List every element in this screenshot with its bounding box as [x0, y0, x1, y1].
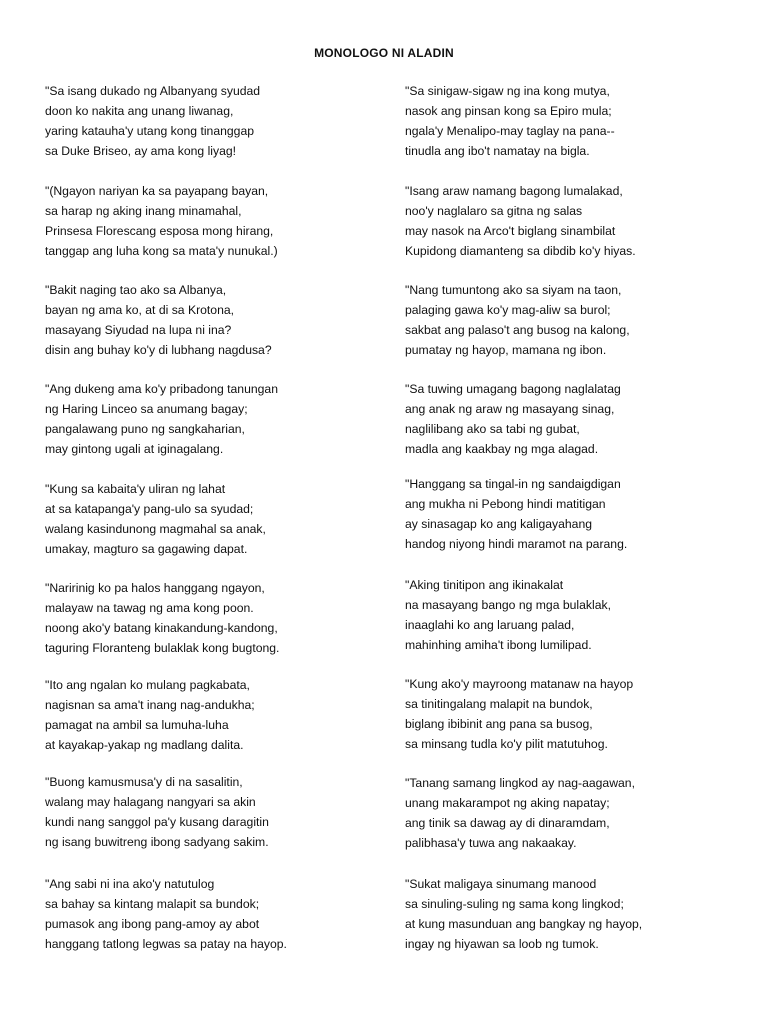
verse-line: ngala'y Menalipo-may taglay na pana--	[405, 124, 615, 138]
verse-line: "Nang tumuntong ako sa siyam na taon,	[405, 283, 622, 297]
verse-line: hanggang tatlong legwas sa patay na hayop.	[45, 937, 287, 951]
verse-line: "Bakit naging tao ako sa Albanya,	[45, 283, 227, 297]
verse-line: "Ito ang ngalan ko mulang pagkabata,	[45, 678, 250, 692]
verse-line: at sa katapanga'y pang-ulo sa syudad;	[45, 502, 254, 516]
verse-line: "Kung ako'y mayroong matanaw na hayop	[405, 677, 634, 691]
verse-line: pangalawang puno ng sangkaharian,	[45, 422, 245, 436]
verse-line: sa harap ng aking inang minamahal,	[45, 204, 242, 218]
verse-line: nagisnan sa ama't inang nag-andukha;	[45, 698, 255, 712]
verse-line: mahinhing amiha't ibong lumilipad.	[405, 638, 592, 652]
verse-line: walang kasindunong magmahal sa anak,	[45, 522, 266, 536]
verse-line: ang anak ng araw ng masayang sinag,	[405, 402, 615, 416]
verse-line: "Sa sinigaw-sigaw ng ina kong mutya,	[405, 84, 610, 98]
stanza	[45, 772, 375, 852]
stanza	[405, 674, 735, 754]
verse-line: sa bahay sa kintang malapit sa bundok;	[45, 897, 260, 911]
stanza	[405, 181, 735, 261]
stanza	[405, 874, 735, 954]
verse-line: "Sa isang dukado ng Albanyang syudad	[45, 84, 261, 98]
verse-line: "Aking tinitipon ang ikinakalat	[405, 578, 564, 592]
verse-line: masayang Siyudad na lupa ni ina?	[45, 323, 232, 337]
verse-line: unang makarampot ng aking napatay;	[405, 796, 610, 810]
verse-line: taguring Floranteng bulaklak kong bugtong.	[45, 641, 280, 655]
stanza	[405, 575, 735, 655]
stanza	[45, 81, 375, 161]
stanza	[405, 773, 735, 853]
verse-line: pumatay ng hayop, mamana ng ibon.	[405, 343, 607, 357]
verse-line: ingay ng hiyawan sa loob ng tumok.	[405, 937, 599, 951]
verse-line: kundi nang sanggol pa'y kusang daragitin	[45, 815, 269, 829]
page-title: MONOLOGO NI ALADIN	[314, 46, 454, 60]
verse-line: "Isang araw namang bagong lumalakad,	[405, 184, 623, 198]
verse-line: sakbat ang palaso't ang busog na kalong,	[405, 323, 630, 337]
verse-line: sa sinuling-suling ng sama kong lingkod;	[405, 897, 624, 911]
verse-line: may gintong ugali at iginagalang.	[45, 442, 224, 456]
verse-line: tinudla ang ibo't namatay na bigla.	[405, 144, 590, 158]
verse-line: inaaglahi ko ang laruang palad,	[405, 618, 575, 632]
stanza	[45, 874, 375, 954]
verse-line: doon ko nakita ang unang liwanag,	[45, 104, 234, 118]
verse-line: at kung masunduan ang bangkay ng hayop,	[405, 917, 643, 931]
stanza	[45, 280, 375, 360]
verse-line: handog niyong hindi maramot na parang.	[405, 537, 628, 551]
verse-line: "Buong kamusmusa'y di na sasalitin,	[45, 775, 243, 789]
verse-line: ng isang buwitreng ibong sadyang sakim.	[45, 835, 269, 849]
verse-line: Prinsesa Florescang esposa mong hirang,	[45, 224, 274, 238]
verse-line: palibhasa'y tuwa ang nakaakay.	[405, 836, 577, 850]
stanza	[405, 81, 735, 161]
verse-line: biglang ibibinit ang pana sa busog,	[405, 717, 593, 731]
verse-line: pamagat na ambil sa lumuha-luha	[45, 718, 229, 732]
stanza	[45, 181, 375, 261]
stanza	[405, 280, 735, 360]
verse-line: malayaw na tawag ng ama kong poon.	[45, 601, 254, 615]
stanza	[45, 379, 375, 459]
verse-line: na masayang bango ng mga bulaklak,	[405, 598, 611, 612]
verse-line: sa tinitingalang malapit na bundok,	[405, 697, 593, 711]
verse-line: "Ang dukeng ama ko'y pribadong tanungan	[45, 382, 278, 396]
verse-line: "Sa tuwing umagang bagong naglalatag	[405, 382, 621, 396]
verse-line: ay sinasagap ko ang kaligayahang	[405, 517, 593, 531]
verse-line: naglilibang ako sa tabi ng gubat,	[405, 422, 580, 436]
verse-line: at kayakap-yakap ng madlang dalita.	[45, 738, 244, 752]
verse-line: may nasok na Arco't biglang sinambilat	[405, 224, 616, 238]
stanza	[45, 675, 375, 755]
verse-line: ng Haring Linceo sa anumang bagay;	[45, 402, 248, 416]
stanza	[45, 479, 375, 559]
verse-line: pumasok ang ibong pang-amoy ay abot	[45, 917, 260, 931]
verse-line: nasok ang pinsan kong sa Epiro mula;	[405, 104, 612, 118]
verse-line: yaring katauha'y utang kong tinanggap	[45, 124, 254, 138]
verse-line: "Tanang samang lingkod ay nag-aagawan,	[405, 776, 635, 790]
verse-line: ang mukha ni Pebong hindi matitigan	[405, 497, 606, 511]
stanza	[45, 578, 375, 658]
verse-line: umakay, magturo sa gagawing dapat.	[45, 542, 248, 556]
verse-line: "(Ngayon nariyan ka sa payapang bayan,	[45, 184, 269, 198]
verse-line: sa minsang tudla ko'y pilit matutuhog.	[405, 737, 608, 751]
verse-line: walang may halagang nangyari sa akin	[45, 795, 256, 809]
verse-line: "Hanggang sa tingal-in ng sandaigdigan	[405, 477, 621, 491]
verse-line: "Naririnig ko pa halos hanggang ngayon,	[45, 581, 265, 595]
verse-line: "Ang sabi ni ina ako'y natutulog	[45, 877, 215, 891]
verse-line: disin ang buhay ko'y di lubhang nagdusa?	[45, 343, 272, 357]
stanza	[405, 474, 735, 554]
stanza	[405, 379, 735, 459]
verse-line: palaging gawa ko'y mag-aliw sa burol;	[405, 303, 611, 317]
verse-line: madla ang kaakbay ng mga alagad.	[405, 442, 599, 456]
verse-line: noo'y naglalaro sa gitna ng salas	[405, 204, 583, 218]
verse-line: "Kung sa kabaita'y uliran ng lahat	[45, 482, 226, 496]
verse-line: bayan ng ama ko, at di sa Krotona,	[45, 303, 235, 317]
verse-line: Kupidong diamanteng sa dibdib ko'y hiyas.	[405, 244, 636, 258]
verse-line: noong ako'y batang kinakandung-kandong,	[45, 621, 278, 635]
verse-line: tanggap ang luha kong sa mata'y nunukal.)	[45, 244, 278, 258]
verse-line: "Sukat maligaya sinumang manood	[405, 877, 597, 891]
verse-line: ang tinik sa dawag ay di dinaramdam,	[405, 816, 610, 830]
verse-line: sa Duke Briseo, ay ama kong liyag!	[45, 144, 237, 158]
